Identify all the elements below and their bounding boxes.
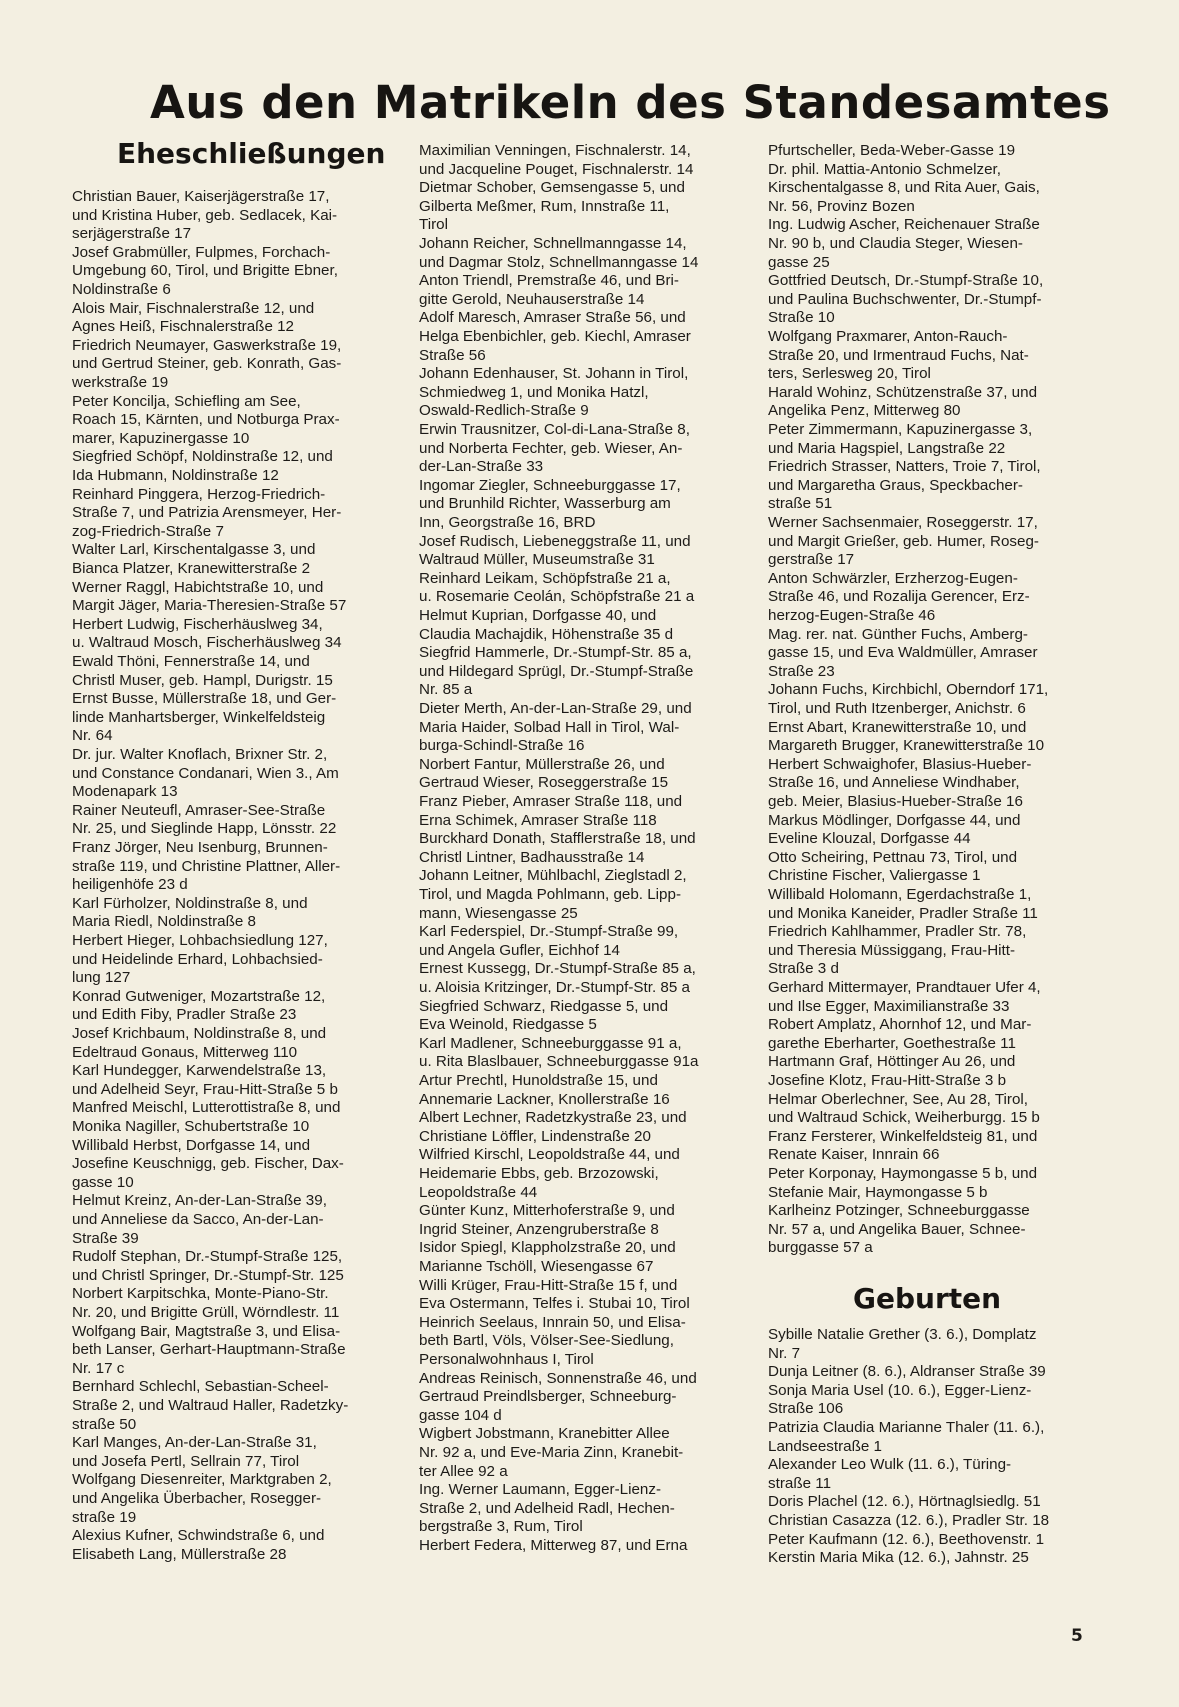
marriage-entry: Gottfried Deutsch, Dr.-Stumpf-Straße 10, und Paulina Buchschwenter, Dr.-Stumpf- Straße 10 <box>768 272 1044 327</box>
marriage-entry: Johann Edenhauser, St. Johann in Tirol, Schmiedweg 1, und Monika Hatzl, Oswald-Redlich-Straße 9 <box>419 365 689 420</box>
marriage-entry: Siegfried Schöpf, Noldinstraße 12, und Ida Hubmann, Noldinstraße 12 <box>72 448 333 484</box>
marriage-entry: Robert Amplatz, Ahornhof 12, und Mar- garethe Eberharter, Goethestraße 11 <box>768 1016 1032 1052</box>
marriage-entry: Peter Koncilja, Schiefling am See, Roach 15, Kärnten, und Notburga Prax- marer, Kapuzinergasse 10 <box>72 392 340 447</box>
marriage-entry: Josef Grabmüller, Fulpmes, Forchach- Umgebung 60, Tirol, und Brigitte Ebner, Noldinstraße 6 <box>72 243 338 298</box>
marriage-entry: Otto Scheiring, Pettnau 73, Tirol, und Christine Fischer, Valiergasse 1 <box>768 848 1018 885</box>
page-title: Aus den Matrikeln des Standesamtes <box>150 76 1111 129</box>
marriage-entry: Erwin Trausnitzer, Col-di-Lana-Straße 8, und Norberta Fechter, geb. Wieser, An- der-Lan-Straße 33 <box>419 421 690 476</box>
marriage-entry: Karl Madlener, Schneeburggasse 91 a, u. Rita Blaslbauer, Schneeburggasse 91a <box>419 1034 699 1071</box>
marriage-entry: Wilfried Kirschl, Leopoldstraße 44, und Heidemarie Ebbs, geb. Brzozowski, Leopoldstraße 44 <box>419 1146 680 1201</box>
marriage-entry: Ernst Busse, Müllerstraße 18, und Ger- linde Manhartsberger, Winkelfeldsteig Nr. 64 <box>72 690 337 745</box>
marriage-entry: Helmut Kuprian, Dorfgasse 40, und Claudia Machajdik, Höhenstraße 35 d <box>419 607 674 643</box>
marriage-entry: Ingomar Ziegler, Schneeburggasse 17, und Brunhild Richter, Wasserburg am Inn, Georgstraße 16, BRD <box>419 476 681 531</box>
birth-entry: Alexander Leo Wulk (11. 6.), Türing- straße 11 <box>768 1456 1012 1492</box>
marriage-entry: Friedrich Neumayer, Gaswerkstraße 19, und Gertrud Steiner, geb. Konrath, Gas- werkstraße 19 <box>72 336 342 391</box>
marriage-entry: Wolfgang Diesenreiter, Marktgraben 2, und Angelika Überbacher, Rosegger- straße 19 <box>72 1471 332 1526</box>
marriage-entry: Reinhard Pinggera, Herzog-Friedrich- Straße 7, und Patrizia Arensmeyer, Her- zog-Friedrich-Straße 7 <box>72 485 342 540</box>
marriage-entry: Herbert Federa, Mitterweg 87, und Erna <box>419 1537 688 1554</box>
marriage-entry: Willi Krüger, Frau-Hitt-Straße 15 f, und Eva Ostermann, Telfes i. Stubai 10, Tirol <box>419 1276 690 1313</box>
marriage-entry: Herbert Hieger, Lohbachsiedlung 127, und Heidelinde Erhard, Lohbachsied- lung 127 <box>72 932 328 987</box>
marriage-entry: Josef Rudisch, Liebeneggstraße 11, und Waltraud Müller, Museumstraße 31 <box>419 532 691 569</box>
births-heading: Geburten <box>853 1282 1002 1315</box>
marriage-entry: Willibald Holomann, Egerdachstraße 1, und Monika Kaneider, Pradler Straße 11 <box>768 886 1038 922</box>
marriage-entry: Wolfgang Praxmarer, Anton-Rauch- Straße 20, und Irmentraud Fuchs, Nat- ters, Serlesweg 20, Tirol <box>768 328 1029 383</box>
marriage-entry: Albert Lechner, Radetzkystraße 23, und Christiane Löffler, Lindenstraße 20 <box>419 1109 687 1145</box>
marriage-entry: Dr. phil. Mattia-Antonio Schmelzer, Kirschentalgasse 8, und Rita Auer, Gais, Nr. 56, Provinz Bozen <box>768 160 1040 215</box>
marriage-entry: Walter Larl, Kirschentalgasse 3, und Bianca Platzer, Kranewitterstraße 2 <box>72 541 316 577</box>
marriage-entry: Werner Sachsenmaier, Roseggerstr. 17, und Margit Grießer, geb. Humer, Roseg- gerstraße 17 <box>768 514 1039 569</box>
marriage-entry: Franz Pieber, Amraser Straße 118, und Erna Schimek, Amraser Straße 118 <box>419 793 683 829</box>
marriage-entry: Manfred Meischl, Lutterottistraße 8, und Monika Nagiller, Schubertstraße 10 <box>72 1099 341 1135</box>
marriage-entry: Helmut Kreinz, An-der-Lan-Straße 39, und Anneliese da Sacco, An-der-Lan- Straße 39 <box>72 1192 327 1247</box>
marriage-entry: Werner Raggl, Habichtstraße 10, und Margit Jäger, Maria-Theresien-Straße 57 <box>72 578 347 615</box>
marriage-entry: Dieter Merth, An-der-Lan-Straße 29, und Maria Haider, Solbad Hall in Tirol, Wal- burga-Schindl-Straße 16 <box>419 700 692 755</box>
marriage-entry: Wolfgang Bair, Magtstraße 3, und Elisa- beth Lanser, Gerhart-Hauptmann-Straße Nr. 17 c <box>72 1322 346 1377</box>
marriage-entry: Günter Kunz, Mitterhoferstraße 9, und Ingrid Steiner, Anzengruberstraße 8 <box>419 1202 675 1238</box>
marriage-entry: Josef Krichbaum, Noldinstraße 8, und Edeltraud Gonaus, Mitterweg 110 <box>72 1025 327 1061</box>
marriage-entry: Gerhard Mittermayer, Prandtauer Ufer 4, und Ilse Egger, Maximilianstraße 33 <box>768 979 1041 1015</box>
marriage-entry: Franz Jörger, Neu Isenburg, Brunnen- straße 119, und Christine Plattner, Aller- heiligenhöfe 23 d <box>72 839 341 894</box>
marriage-entry: Franz Fersterer, Winkelfeldsteig 81, und Renate Kaiser, Innrain 66 <box>768 1127 1038 1164</box>
marriage-entry: Karl Manges, An-der-Lan-Straße 31, und Josefa Pertl, Sellrain 77, Tirol <box>72 1434 317 1470</box>
marriage-entry: Andreas Reinisch, Sonnenstraße 46, und Gertraud Preindlsberger, Schneeburg- gasse 104 d <box>419 1369 697 1424</box>
marriage-entry: Norbert Fantur, Müllerstraße 26, und Gertraud Wieser, Roseggerstraße 15 <box>419 755 669 792</box>
marriage-entry: Peter Korponay, Haymongasse 5 b, und Stefanie Mair, Haymongasse 5 b <box>768 1165 1038 1201</box>
marriage-entry: Konrad Gutweniger, Mozartstraße 12, und Edith Fiby, Pradler Straße 23 <box>72 987 326 1024</box>
marriage-entry: Artur Prechtl, Hunoldstraße 15, und Annemarie Lackner, Knollerstraße 16 <box>419 1072 670 1108</box>
birth-entry: Sonja Maria Usel (10. 6.), Egger-Lienz- Straße 106 <box>768 1381 1032 1418</box>
marriage-entry: Alois Mair, Fischnalerstraße 12, und Agnes Heiß, Fischnalerstraße 12 <box>72 299 315 336</box>
marriage-entry: Ing. Ludwig Ascher, Reichenauer Straße Nr. 90 b, und Claudia Steger, Wiesen- gasse 25 <box>768 216 1040 271</box>
marriage-entry: Burckhard Donath, Stafflerstraße 18, und Christl Lintner, Badhausstraße 14 <box>419 830 696 866</box>
marriage-entry: Friedrich Strasser, Natters, Troie 7, Tirol, und Margaretha Graus, Speckbacher- straße 51 <box>768 458 1041 513</box>
marriage-entry: Heinrich Seelaus, Innrain 50, und Elisa- beth Bartl, Völs, Völser-See-Siedlung, Personalwohnhaus I, Tirol <box>419 1313 686 1368</box>
marriage-entry: Herbert Schwaighofer, Blasius-Hueber- Straße 16, und Anneliese Windhaber, geb. Meier, Blasius-Hueber-Straße 16 <box>768 755 1032 810</box>
marriage-entry: Karl Hundegger, Karwendelstraße 13, und Adelheid Seyr, Frau-Hitt-Straße 5 b <box>72 1062 338 1098</box>
marriage-entry: Friedrich Kahlhammer, Pradler Str. 78, und Theresia Müssiggang, Frau-Hitt- Straße 3 d <box>768 923 1027 978</box>
marriage-entry: Norbert Karpitschka, Monte-Piano-Str. Nr. 20, und Brigitte Grüll, Wörndlestr. 11 <box>72 1285 340 1321</box>
marriage-entry: Anton Schwärzler, Erzherzog-Eugen- Straße 46, und Rozalija Gerencer, Erz- herzog-Eugen-Straße 46 <box>768 569 1030 624</box>
marriage-entry: Maximilian Venningen, Fischnalerstr. 14, und Jacqueline Pouget, Fischnalerstr. 14 <box>419 142 694 178</box>
marriage-entry: Johann Leitner, Mühlbachl, Zieglstadl 2, Tirol, und Magda Pohlmann, geb. Lipp- mann, Wiesengasse 25 <box>419 867 687 922</box>
marriage-entry: Bernhard Schlechl, Sebastian-Scheel- Straße 2, und Waltraud Haller, Radetzky- straße 50 <box>72 1378 349 1433</box>
marriage-entry: Rainer Neuteufl, Amraser-See-Straße Nr. 25, und Sieglinde Happ, Lönsstr. 22 <box>72 801 337 838</box>
marriage-entry: Harald Wohinz, Schützenstraße 37, und Angelika Penz, Mitterweg 80 <box>768 383 1038 420</box>
marriage-entry: Karl Fürholzer, Noldinstraße 8, und Maria Riedl, Noldinstraße 8 <box>72 894 308 931</box>
marriage-entry: Reinhard Leikam, Schöpfstraße 21 a, u. Rosemarie Ceolán, Schöpfstraße 21 a <box>419 569 695 606</box>
marriage-entry: Ing. Werner Laumann, Egger-Lienz- Straße 2, und Adelheid Radl, Hechen- bergstraße 3, Rum, Tirol <box>419 1481 675 1536</box>
marriage-entry: Willibald Herbst, Dorfgasse 14, und Josefine Keuschnigg, geb. Fischer, Dax- gasse 10 <box>72 1136 344 1191</box>
marriage-entry: Johann Fuchs, Kirchbichl, Oberndorf 171, Tirol, und Ruth Itzenberger, Anichstr. 6 <box>768 681 1049 717</box>
marriage-entry: Isidor Spiegl, Klappholzstraße 20, und Marianne Tschöll, Wiesengasse 67 <box>419 1239 676 1275</box>
birth-entry: Dunja Leitner (8. 6.), Aldranser Straße 39 <box>768 1363 1046 1381</box>
birth-entry: Peter Kaufmann (12. 6.), Beethovenstr. 1 <box>768 1530 1045 1548</box>
marriage-entry: Herbert Ludwig, Fischerhäuslweg 34, u. Waltraud Mosch, Fischerhäuslweg 34 <box>72 615 342 652</box>
marriage-entry: Anton Triendl, Premstraße 46, und Bri- gitte Gerold, Neuhauserstraße 14 <box>419 272 679 308</box>
marriage-entry: Siegfried Schwarz, Riedgasse 5, und Eva Weinold, Riedgasse 5 <box>419 997 669 1034</box>
marriage-entry: Alexius Kufner, Schwindstraße 6, und Elisabeth Lang, Müllerstraße 28 <box>72 1527 325 1563</box>
marriage-entry: Ewald Thöni, Fennerstraße 14, und Christl Muser, geb. Hampl, Durigstr. 15 <box>72 653 333 689</box>
marriage-entry: Wigbert Jobstmann, Kranebitter Allee Nr. 92 a, und Eve-Maria Zinn, Kranebit- ter Allee 92 a <box>419 1425 684 1480</box>
marriage-entry: Dietmar Schober, Gemsengasse 5, und Gilberta Meßmer, Rum, Innstraße 11, Tirol <box>419 179 685 234</box>
marriage-entry: Adolf Maresch, Amraser Straße 56, und Helga Ebenbichler, geb. Kiechl, Amraser Straße 56 <box>419 309 691 364</box>
marriage-entry: Peter Zimmermann, Kapuzinergasse 3, und Maria Hagspiel, Langstraße 22 <box>768 421 1033 457</box>
birth-entry: Sybille Natalie Grether (3. 6.), Domplatz Nr. 7 <box>768 1326 1037 1362</box>
marriage-entry: Hartmann Graf, Höttinger Au 26, und Josefine Klotz, Frau-Hitt-Straße 3 b <box>768 1053 1016 1089</box>
marriage-entry: Ernest Kussegg, Dr.-Stumpf-Straße 85 a, u. Aloisia Kritzinger, Dr.-Stumpf-Str. 85 a <box>419 960 696 996</box>
birth-entry: Christian Casazza (12. 6.), Pradler Str. 18 <box>768 1512 1050 1529</box>
birth-entry: Kerstin Maria Mika (12. 6.), Jahnstr. 25 <box>768 1549 1029 1567</box>
marriage-entry: Pfurtscheller, Beda-Weber-Gasse 19 <box>768 142 1016 159</box>
page-number: 5 <box>1071 1626 1083 1646</box>
marriage-entry: Rudolf Stephan, Dr.-Stumpf-Straße 125, und Christl Springer, Dr.-Stumpf-Str. 125 <box>72 1248 344 1284</box>
marriage-entry: Karl Federspiel, Dr.-Stumpf-Straße 99, und Angela Gufler, Eichhof 14 <box>419 923 679 959</box>
marriage-entry: Helmar Oberlechner, See, Au 28, Tirol, und Waltraud Schick, Weiherburgg. 15 b <box>768 1090 1040 1127</box>
marriage-entry: Ernst Abart, Kranewitterstraße 10, und Margareth Brugger, Kranewitterstraße 10 <box>768 718 1045 755</box>
marriages-heading: Eheschließungen <box>117 137 386 170</box>
marriage-entry: Markus Mödlinger, Dorfgasse 44, und Eveline Klouzal, Dorfgasse 44 <box>768 811 1021 848</box>
marriage-entry: Dr. jur. Walter Knoflach, Brixner Str. 2, und Constance Condanari, Wien 3., Am Modenapark 13 <box>72 746 339 801</box>
marriage-entry: Mag. rer. nat. Günther Fuchs, Amberg- gasse 15, und Eva Waldmüller, Amraser Straße 23 <box>768 625 1038 680</box>
marriage-entry: Karlheinz Potzinger, Schneeburggasse Nr. 57 a, und Angelika Bauer, Schnee- burggasse 57 a <box>768 1202 1030 1257</box>
birth-entry: Patrizia Claudia Marianne Thaler (11. 6.), Landseestraße 1 <box>768 1419 1045 1455</box>
marriage-entry: Johann Reicher, Schnellmanngasse 14, und Dagmar Stolz, Schnellmanngasse 14 <box>419 235 699 271</box>
marriage-entry: Christian Bauer, Kaiserjägerstraße 17, und Kristina Huber, geb. Sedlacek, Kai- serjägerstraße 17 <box>72 188 338 243</box>
marriage-entry: Siegfrid Hammerle, Dr.-Stumpf-Str. 85 a, und Hildegard Sprügl, Dr.-Stumpf-Straße Nr. 85 a <box>419 644 694 699</box>
birth-entry: Doris Plachel (12. 6.), Hörtnaglsiedlg. 51 <box>768 1493 1041 1511</box>
